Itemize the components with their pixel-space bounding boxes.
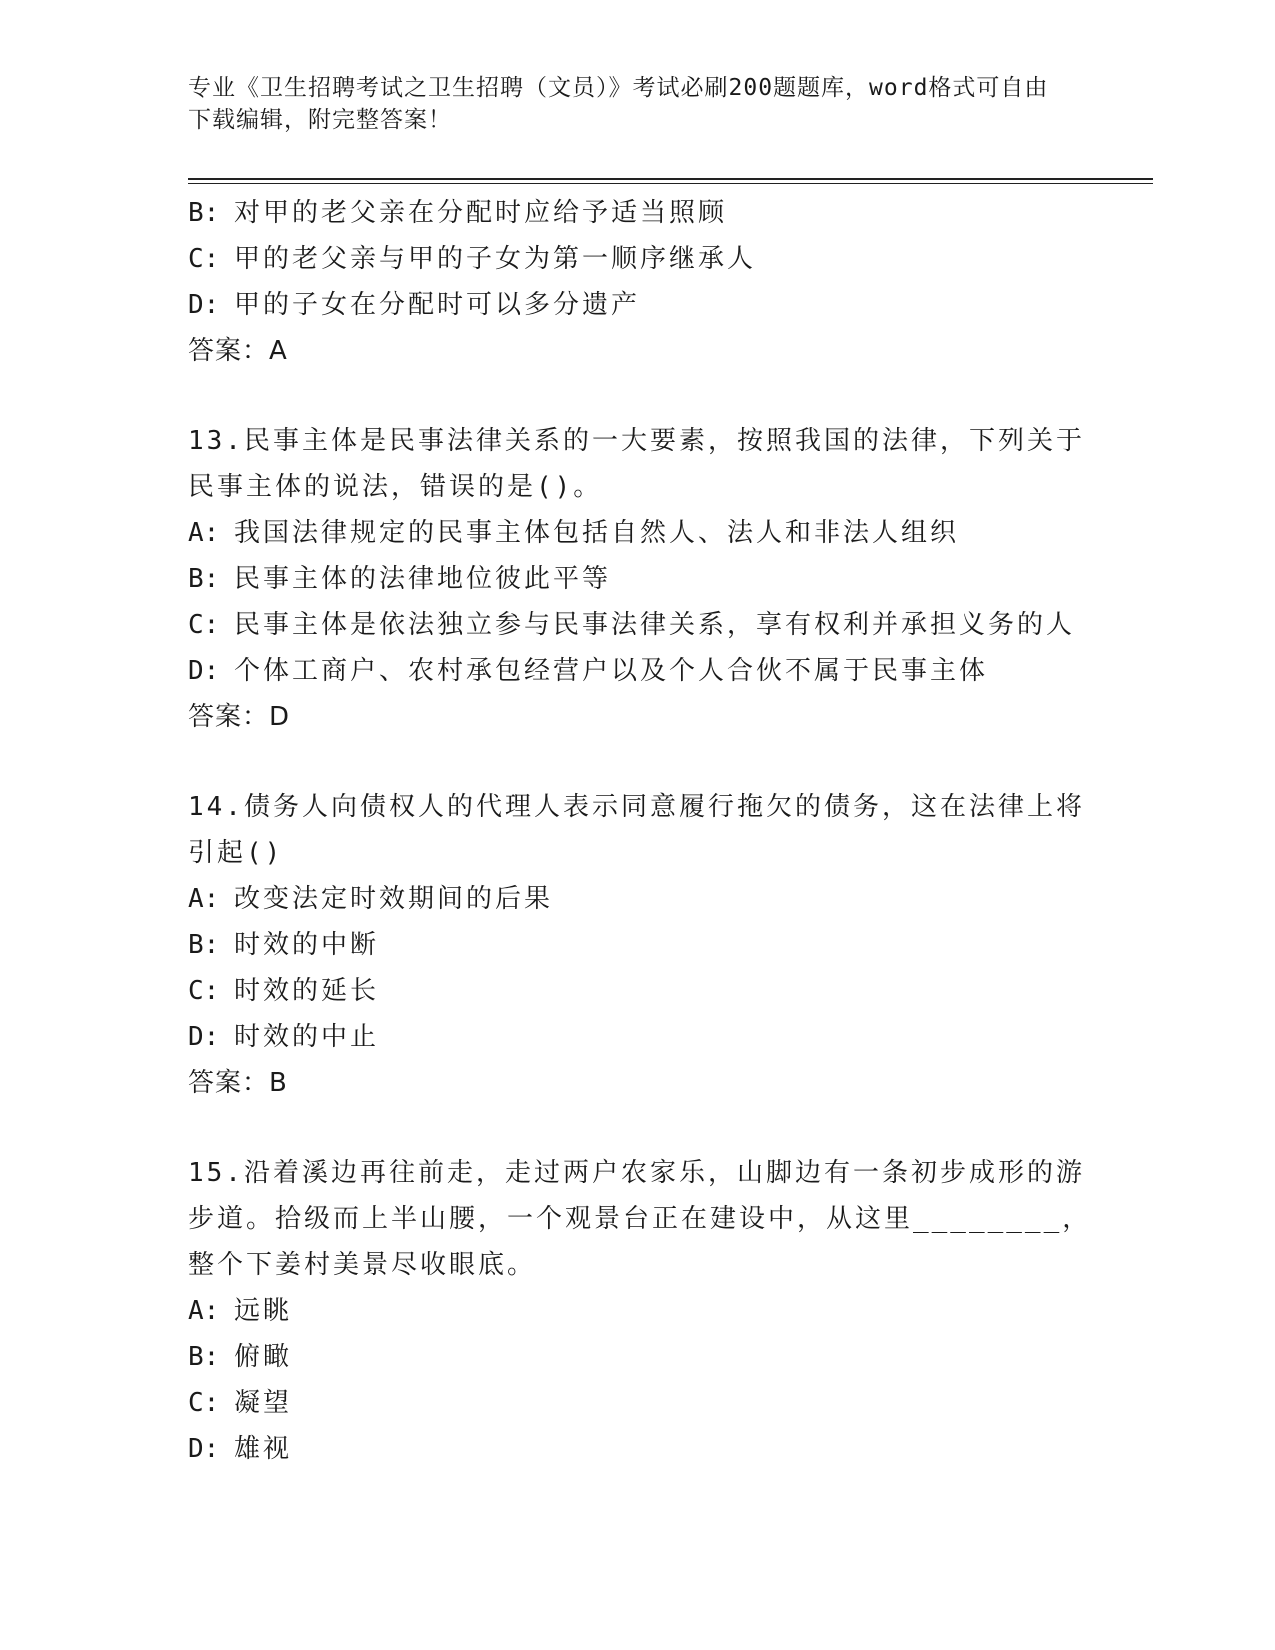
option-letter: A: [188, 518, 220, 548]
answer-line: 答案：B [188, 1068, 288, 1098]
question-content [188, 190, 1108, 1472]
question-stem: 14.债务人向债权人的代理人表示同意履行拖欠的债务，这在法律上将引起() [188, 792, 1085, 868]
question-13 [188, 418, 1108, 740]
option-text: 时效的中断 [234, 930, 380, 960]
question-14 [188, 784, 1108, 1106]
header-divider-thin [188, 183, 1153, 184]
option-letter: D: [188, 1022, 220, 1052]
option-d [188, 282, 1108, 328]
option-c [188, 602, 1108, 648]
option-text: 雄视 [234, 1434, 293, 1464]
option-letter: B: [188, 1342, 220, 1372]
question-stem: 15.沿着溪边再往前走，走过两户农家乐，山脚边有一条初步成形的游步道。拾级而上半山腰，一个观景台正在建设中，从这里________，整个下姜村美景尽收眼底。 [188, 1158, 1092, 1280]
option-letter: D: [188, 1434, 220, 1464]
option-text: 时效的中止 [234, 1022, 380, 1052]
option-d [188, 1014, 1108, 1060]
option-a [188, 876, 1108, 922]
option-letter: B: [188, 198, 220, 228]
option-letter: D: [188, 656, 220, 686]
option-text: 俯瞰 [234, 1342, 293, 1372]
option-text: 我国法律规定的民事主体包括自然人、法人和非法人组织 [234, 518, 960, 548]
option-text: 甲的子女在分配时可以多分遗产 [234, 290, 641, 320]
option-text: 对甲的老父亲在分配时应给予适当照顾 [234, 198, 728, 228]
option-letter: D: [188, 290, 220, 320]
question-15 [188, 1150, 1108, 1472]
option-c [188, 968, 1108, 1014]
option-letter: A: [188, 1296, 220, 1326]
option-a [188, 510, 1108, 556]
answer-line: 答案：D [188, 702, 291, 732]
spacer [188, 1106, 1108, 1150]
option-b [188, 922, 1108, 968]
option-a [188, 1288, 1108, 1334]
document-header: 专业《卫生招聘考试之卫生招聘（文员）》考试必刷200题题库，word格式可自由下载编辑，附完整答案！ [188, 75, 1049, 133]
option-b [188, 1334, 1108, 1380]
option-text: 个体工商户、农村承包经营户以及个人合伙不属于民事主体 [234, 656, 989, 686]
option-text: 时效的延长 [234, 976, 380, 1006]
option-letter: A: [188, 884, 220, 914]
option-letter: B: [188, 564, 220, 594]
previous-question-options [188, 190, 1108, 374]
option-text: 民事主体的法律地位彼此平等 [234, 564, 612, 594]
spacer [188, 374, 1108, 418]
option-b [188, 556, 1108, 602]
option-c [188, 236, 1108, 282]
option-letter: C: [188, 976, 220, 1006]
option-d [188, 648, 1108, 694]
option-letter: B: [188, 930, 220, 960]
option-letter: C: [188, 244, 220, 274]
spacer [188, 740, 1108, 784]
header-divider-thick [188, 178, 1153, 180]
option-letter: C: [188, 1388, 220, 1418]
question-stem: 13.民事主体是民事法律关系的一大要素，按照我国的法律，下列关于民事主体的说法，错误的是()。 [188, 426, 1085, 502]
option-c [188, 1380, 1108, 1426]
option-text: 改变法定时效期间的后果 [234, 884, 554, 914]
option-letter: C: [188, 610, 220, 640]
option-d [188, 1426, 1108, 1472]
option-text: 远眺 [234, 1296, 293, 1326]
answer-line: 答案：A [188, 336, 288, 366]
option-text: 甲的老父亲与甲的子女为第一顺序继承人 [234, 244, 757, 274]
option-b [188, 190, 1108, 236]
option-text: 凝望 [234, 1388, 293, 1418]
option-text: 民事主体是依法独立参与民事法律关系，享有权利并承担义务的人 [234, 610, 1076, 640]
